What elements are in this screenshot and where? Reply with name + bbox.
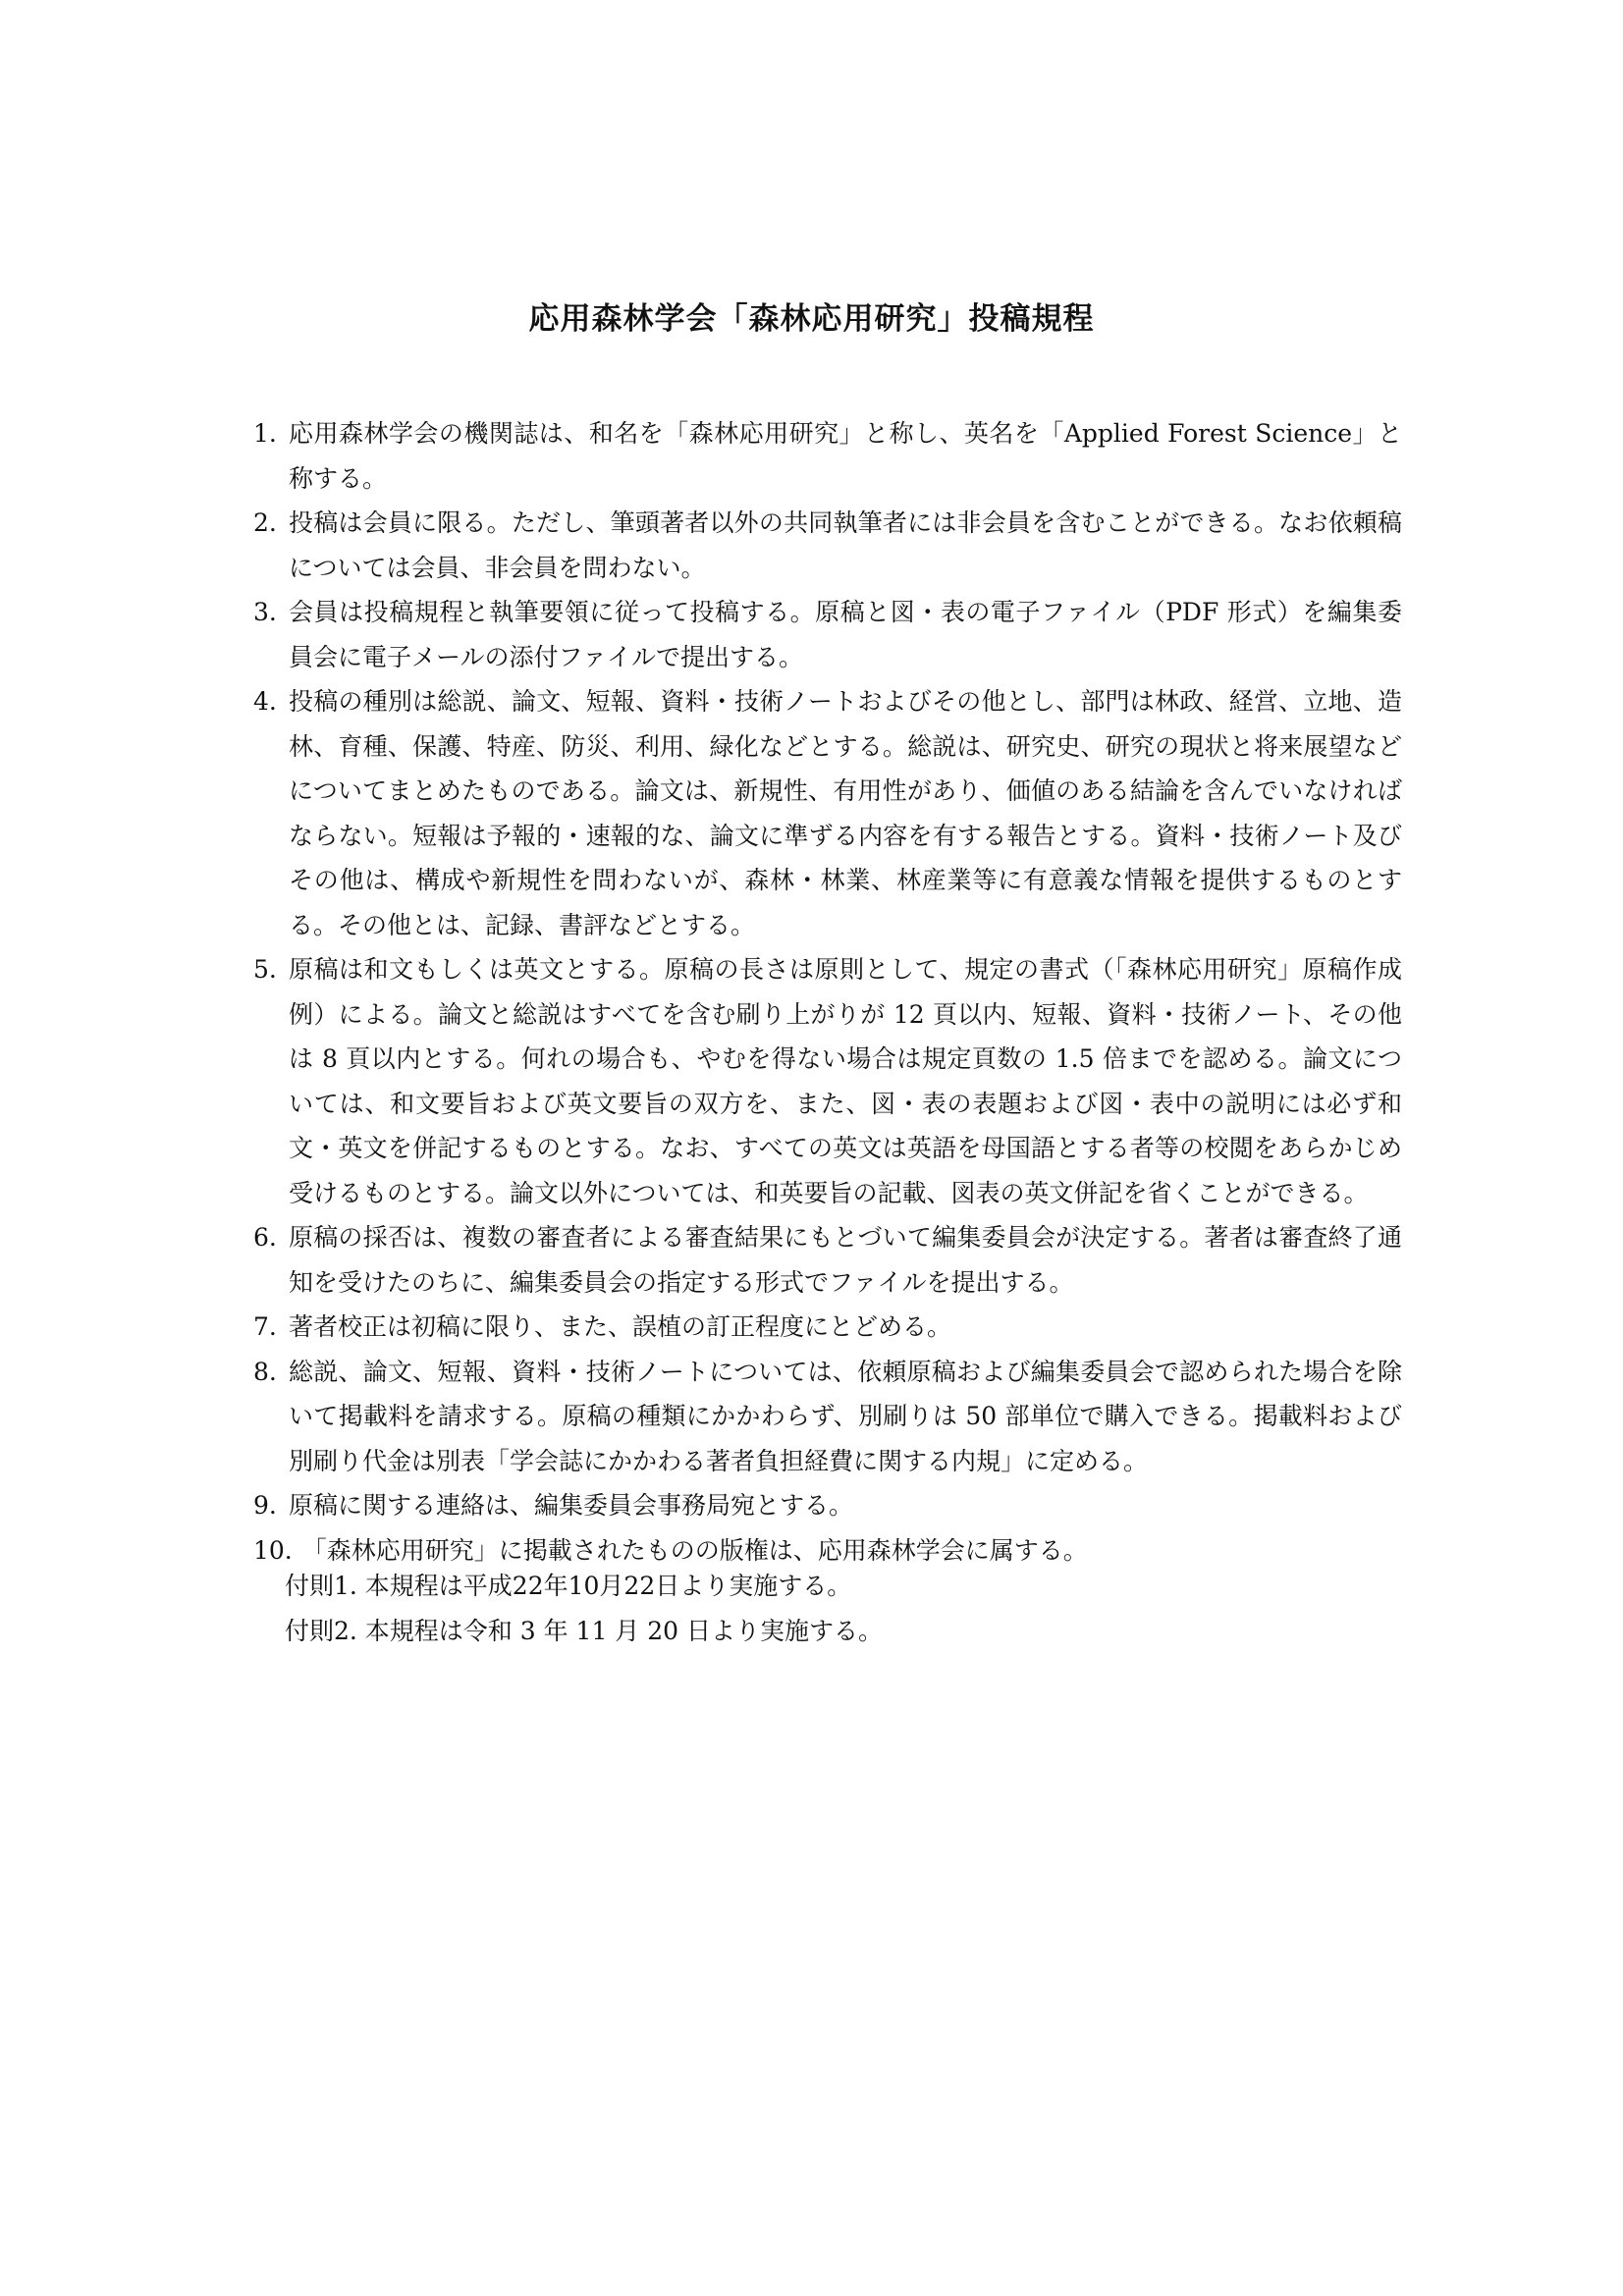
supplementary-provision-1: 付則1. 本規程は平成22年10月22日より実施する。 bbox=[285, 1572, 852, 1600]
supplementary-provisions bbox=[285, 1564, 1365, 1653]
rule-number: 5. bbox=[253, 955, 277, 984]
rule-text: 会員は投稿規程と執筆要領に従って投稿する。原稿と図・表の電子ファイル（PDF 形式）を編集委員会に電子メールの添付ファイルで提出する。 bbox=[289, 598, 1402, 671]
rule-item-2 bbox=[253, 501, 1402, 590]
rule-number: 3. bbox=[253, 598, 277, 626]
rule-item-6 bbox=[253, 1215, 1402, 1305]
rule-number: 2. bbox=[253, 508, 277, 537]
rule-item-7 bbox=[253, 1305, 1402, 1350]
rule-item-3 bbox=[253, 590, 1402, 679]
rule-item-5 bbox=[253, 947, 1402, 1215]
rule-number: 1. bbox=[253, 419, 277, 448]
rule-item-4 bbox=[253, 679, 1402, 947]
rule-text: 総説、論文、短報、資料・技術ノートについては、依頼原稿および編集委員会で認められた場合を除いて掲載料を請求する。原稿の種類にかかわらず、別刷りは 50 部単位で購入できる。掲載料および別刷り代金は別表「学会誌にかかわる著者負担経費に関する内規」に定める。 bbox=[289, 1357, 1402, 1475]
supplementary-provision-2: 付則2. 本規程は令和 3 年 11 月 20 日より実施する。 bbox=[285, 1616, 884, 1645]
rule-text: 原稿は和文もしくは英文とする。原稿の長さは原則として、規定の書式（「森林応用研究」原稿作成例）による。論文と総説はすべてを含む刷り上がりが 12 頁以内、短報、資料・技術ノート、その他は 8 頁以内とする。何れの場合も、やむを得ない場合は規定頁数の 1.5 倍までを認める。論文については、和文要旨および英文要旨の双方を、また、図・表の表題および図・表中の説明には必ず和文・英文を併記するものとする。なお、すべての英文は英語を母国語とする者等の校閲をあらかじめ受けるものとする。論文以外については、和英要旨の記載、図表の英文併記を省くことができる。 bbox=[289, 955, 1402, 1207]
rule-number: 7. bbox=[253, 1312, 277, 1341]
rule-item-1 bbox=[253, 411, 1402, 501]
rule-number: 10. bbox=[253, 1535, 293, 1565]
rule-item-8 bbox=[253, 1350, 1402, 1484]
rule-text: 投稿は会員に限る。ただし、筆頭著者以外の共同執筆者には非会員を含むことができる。なお依頼稿については会員、非会員を問わない。 bbox=[289, 508, 1402, 582]
rule-text: 原稿に関する連絡は、編集委員会事務局宛とする。 bbox=[289, 1491, 854, 1520]
rules-list bbox=[253, 411, 1402, 1573]
rule-number: 9. bbox=[253, 1491, 277, 1520]
rule-number: 4. bbox=[253, 687, 277, 716]
rule-text: 原稿の採否は、複数の審査者による審査結果にもとづいて編集委員会が決定する。著者は審査終了通知を受けたのちに、編集委員会の指定する形式でファイルを提出する。 bbox=[289, 1223, 1402, 1297]
rule-text: 応用森林学会の機関誌は、和名を「森林応用研究」と称し、英名を「Applied Forest Science」と称する。 bbox=[289, 419, 1402, 493]
rule-text: 著者校正は初稿に限り、また、誤植の訂正程度にとどめる。 bbox=[289, 1312, 952, 1341]
page-title: 応用森林学会「森林応用研究」投稿規程 bbox=[528, 301, 1095, 337]
rule-text: 投稿の種別は総説、論文、短報、資料・技術ノートおよびその他とし、部門は林政、経営、立地、造林、育種、保護、特産、防災、利用、緑化などとする。総説は、研究史、研究の現状と将来展望などについてまとめたものである。論文は、新規性、有用性があり、価値のある結論を含んでいなければならない。短報は予報的・速報的な、論文に準ずる内容を有する報告とする。資料・技術ノート及びその他は、構成や新規性を問わないが、森林・林業、林産業等に有意義な情報を提供するものとする。その他とは、記録、書評などとする。 bbox=[289, 687, 1402, 939]
rule-number: 6. bbox=[253, 1223, 277, 1252]
rule-number: 8. bbox=[253, 1357, 277, 1386]
rule-item-9 bbox=[253, 1483, 1402, 1528]
rule-text: 「森林応用研究」に掲載されたものの版権は、応用森林学会に属する。 bbox=[301, 1535, 1088, 1565]
